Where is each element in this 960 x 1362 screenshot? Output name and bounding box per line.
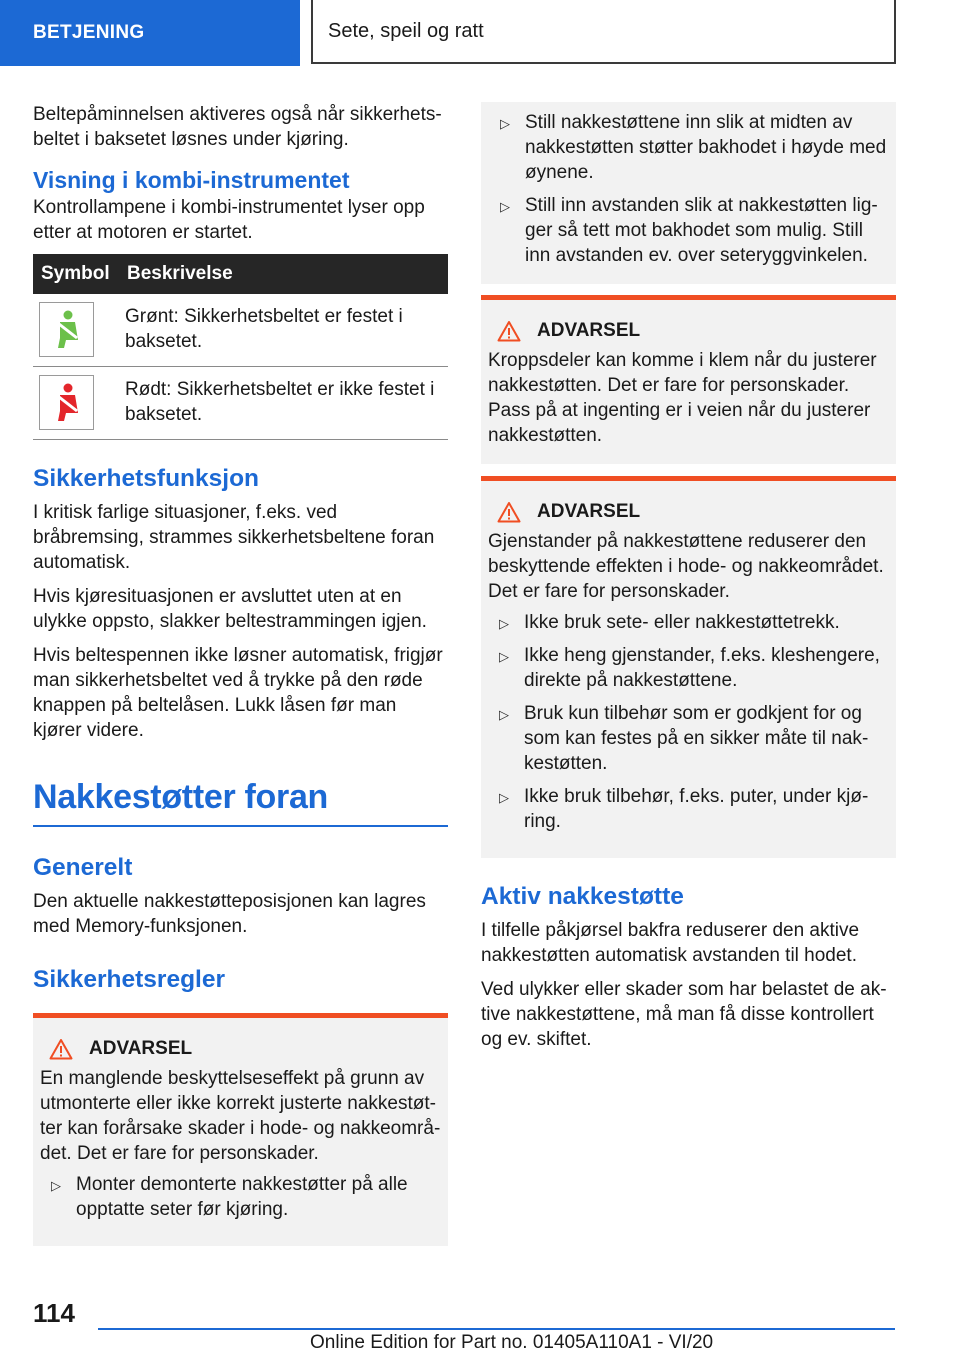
sikkerhet-paragraph-2: Hvis kjøresituasjonen er avsluttet uten at en ulykke oppsto, slakker beltestrammingen igjen.: [33, 586, 427, 632]
warning-text: Kroppsdeler kan komme i klem når du justerer nakkestøtten. Det er fare for personskader. Pass på at ingenting er i veien når du justerer nakkestøtten.: [488, 350, 877, 446]
warning-title: ADVARSEL: [537, 501, 641, 522]
warning-box: [481, 295, 896, 464]
aktiv-paragraph-2: Ved ulykker eller skader som har belastet de aktive nakkestøttene, må man få disse kontrollert og ev. skiftet.: [481, 979, 887, 1050]
list-item: ▷ Bruk kun tilbehør som er godkjent for og som kan festes på en sikker måte til nakkestøtten.: [499, 703, 869, 774]
aktiv-nakkestotte-heading: Aktiv nakkestøtte: [481, 883, 684, 910]
bullet-triangle-icon: ▷: [499, 790, 509, 805]
page-number: 114: [33, 1298, 75, 1328]
bullet-triangle-icon: ▷: [51, 1178, 61, 1193]
generelt-paragraph: Den aktuelle nakkestøtteposisjonen kan lagres med Memory-funksjonen.: [33, 891, 426, 937]
warning-title: ADVARSEL: [537, 320, 641, 341]
footer-edition: Online Edition for Part no. 01405A110A1 - VI/20: [310, 1332, 714, 1353]
warning-triangle-icon: [49, 1038, 73, 1060]
table-header-row: [33, 254, 448, 294]
chapter-heading: Nakkestøtter foran: [33, 777, 448, 827]
bullet-triangle-icon: ▷: [499, 707, 509, 722]
sikkerhetsregler-heading: Sikkerhetsregler: [33, 966, 226, 993]
table-cell-symbol: [33, 294, 125, 367]
sikkerhetsfunksjon-heading: Sikkerhetsfunksjon: [33, 465, 260, 492]
list-item: ▷ Ikke bruk tilbehør, f.eks. puter, under kjøring.: [499, 786, 869, 832]
bullet-triangle-icon: ▷: [499, 616, 509, 631]
table-cell-description: Rødt: Sikkerhetsbeltet er ikke festet i baksetet.: [125, 367, 448, 440]
aktiv-paragraph-1: I tilfelle påkjørsel bakfra reduserer den aktive nakkestøtten automatisk avstanden til hodet.: [481, 920, 860, 966]
sikkerhet-paragraph-1: I kritisk farlige situasjoner, f.eks. ved bråbremsing, strammes sikkerhetsbeltene foran automatisk.: [33, 502, 435, 573]
table-cell-symbol: [33, 367, 125, 440]
table-header-description: Beskrivelse: [125, 254, 448, 294]
list-item: ▷ Still inn avstanden slik at nakkestøtten ligger så tett mot bakhodet som mulig. Still inn avstanden ev. over seteryggvinkelen.: [500, 195, 878, 266]
left-column: [33, 102, 448, 1246]
sikkerhet-paragraph-3: Hvis beltespennen ikke løsner automatisk, frigjør man sikkerhetsbeltet ved å trykke på den røde knappen på beltelåsen. Lukk låsen før man kjører videre.: [33, 645, 443, 741]
warning-text: Gjenstander på nakkestøttene reduserer den beskyttende effekten i hode- og nakkeområdet. Det er fare for personskader.: [488, 531, 884, 602]
kombi-heading: Visning i kombi-instrumentet: [33, 167, 350, 193]
right-column: [481, 102, 896, 1061]
list-item: ▷ Monter demonterte nakkestøtter på alle opptatte seter før kjøring.: [51, 1174, 408, 1220]
bullet-triangle-icon: ▷: [500, 116, 510, 131]
bullet-triangle-icon: ▷: [499, 649, 509, 664]
bullet-triangle-icon: ▷: [500, 199, 510, 214]
warning-box: [33, 1013, 448, 1246]
warning-header: [488, 501, 889, 523]
seatbelt-red-icon: [39, 375, 94, 430]
warning-header: [40, 1038, 441, 1060]
warning-triangle-icon: [497, 501, 521, 523]
warning-title: ADVARSEL: [89, 1038, 193, 1059]
warning-bullet-list: [488, 610, 889, 834]
section-tab[interactable]: BETJENING: [0, 0, 300, 66]
warning-text: En manglende beskyttelseseffekt på grunn av utmonterte eller ikke korrekt justerte nakkestøtter kan forårsake skader i hode- og nakkeområdet. Det er fare for personskader.: [40, 1068, 441, 1164]
seatbelt-green-icon: [39, 302, 94, 357]
page-header: [0, 0, 960, 66]
table-row: [33, 294, 448, 367]
adjustment-panel: [481, 102, 896, 284]
kombi-paragraph: Kontrollampene i kombi-instrumentet lyser opp etter at motoren er startet.: [33, 197, 425, 243]
adjustment-bullet-list: [489, 110, 888, 268]
warning-bullet-list: [40, 1172, 441, 1222]
table-header-symbol: Symbol: [33, 254, 125, 294]
list-item: ▷ Still nakkestøttene inn slik at midten av nakkestøtten støtter bakhodet i høyde med øynene.: [500, 112, 887, 183]
warning-triangle-icon: [497, 320, 521, 342]
list-item: ▷ Ikke heng gjenstander, f.eks. kleshengere, direkte på nakkestøttene.: [499, 645, 880, 691]
list-item: ▷ Ikke bruk sete- eller nakkestøttetrekk.: [488, 610, 889, 635]
table-cell-description: Grønt: Sikkerhetsbeltet er festet i baksetet.: [125, 294, 448, 367]
intro-paragraph: Beltepåminnelsen aktiveres også når sikkerhetsbeltet i baksetet løsnes under kjøring.: [33, 104, 442, 150]
symbol-table: [33, 254, 448, 440]
warning-box: [481, 476, 896, 858]
generelt-heading: Generelt: [33, 854, 133, 881]
chapter-tab[interactable]: Sete, speil og ratt: [311, 0, 896, 64]
warning-header: [488, 320, 889, 342]
footer-divider: [98, 1328, 895, 1330]
table-row: [33, 367, 448, 440]
